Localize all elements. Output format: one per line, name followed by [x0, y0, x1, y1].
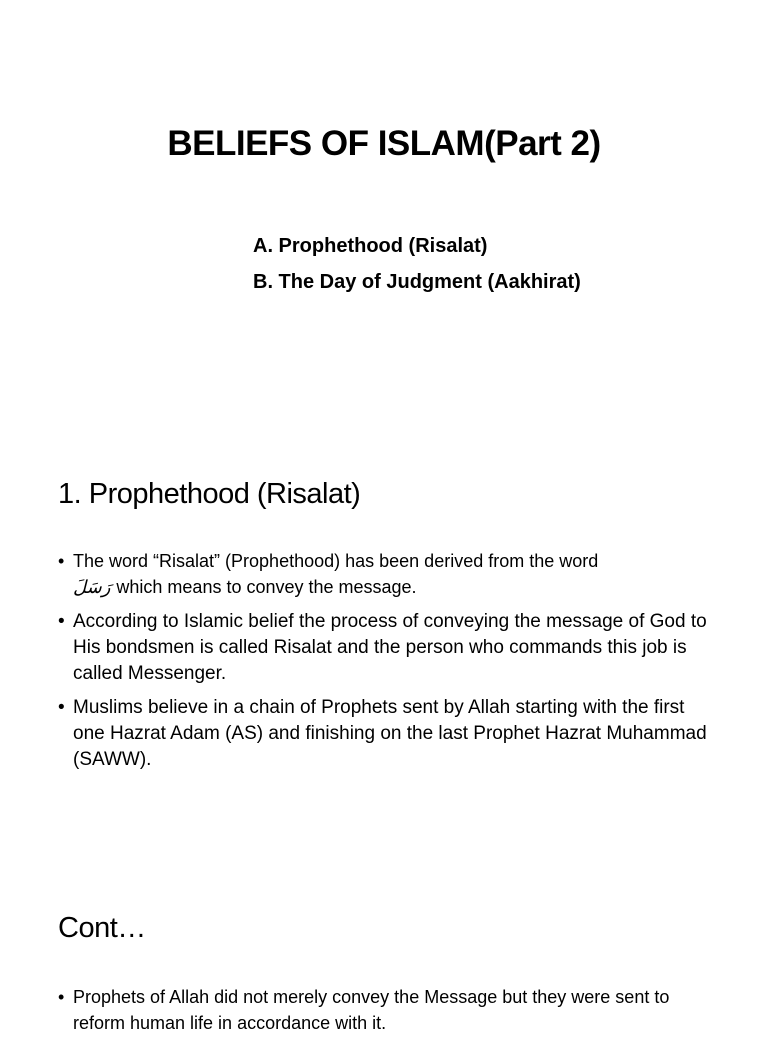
bullet-item-definition: [58, 609, 718, 687]
bullet-text: Muslims believe in a chain of Prophets sent by Allah starting with the first one Hazrat Adam (AS) and finishing on the last Prophet Hazrat Muhammad (SAWW).: [73, 697, 707, 770]
bullet-text-before: The word “Risalat” (Prophethood) has been derived from the word: [73, 551, 599, 571]
bullet-icon: •: [58, 551, 65, 571]
topic-item-day-of-judgment: B. The Day of Judgment (Aakhirat): [253, 271, 581, 293]
bullet-item-chain-of-prophets: [58, 695, 718, 773]
slide-title: [0, 0, 768, 392]
topic-list: [253, 228, 581, 300]
slide-continued: [0, 880, 768, 1033]
section-title: Cont…: [58, 912, 146, 944]
bullet-text-after: which means to convey the message.: [116, 577, 417, 597]
bullet-icon: •: [58, 987, 65, 1007]
main-title: BELIEFS OF ISLAM(Part 2): [167, 124, 601, 163]
bullet-text: According to Islamic belief the process of conveying the message of God to His bondsmen is called Risalat and the person who commands this job is called Messenger.: [73, 611, 707, 684]
arabic-word: رَسَلَ: [73, 577, 111, 598]
bullet-item-reform: [58, 984, 718, 1036]
bullet-list: [58, 548, 718, 781]
bullet-list: [58, 984, 718, 1044]
bullet-text: Prophets of Allah did not merely convey the Message but they were sent to reform human life in accordance with it.: [73, 987, 670, 1033]
slide-prophethood: [0, 440, 768, 832]
bullet-item-word-risalat: [58, 548, 718, 601]
topic-item-prophethood: A. Prophethood (Risalat): [253, 235, 488, 257]
bullet-icon: •: [58, 697, 65, 718]
bullet-icon: •: [58, 611, 65, 632]
section-title: 1. Prophethood (Risalat): [58, 478, 361, 510]
